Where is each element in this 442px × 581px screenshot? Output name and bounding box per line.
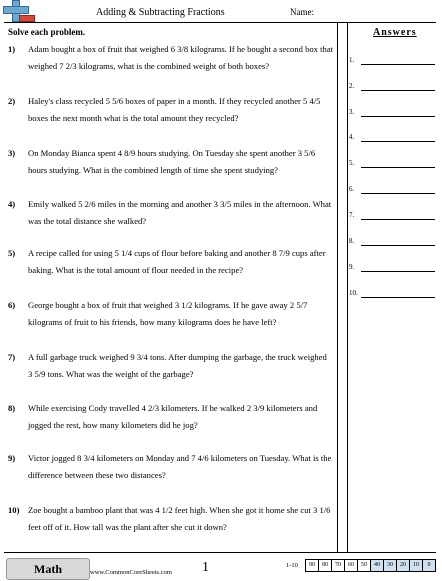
- answer-label: 2.: [349, 82, 355, 90]
- problem-9: [8, 450, 333, 484]
- problem-number: 9): [8, 453, 16, 463]
- problem-4: [8, 196, 333, 230]
- problem-number: 5): [8, 248, 16, 258]
- problem-text: A recipe called for using 5 1/4 cups of flour before baking and another 8 7/9 cups after baking. What is the total amount of flour needed in the recipe?: [28, 248, 326, 275]
- problem-number: 3): [8, 148, 16, 158]
- score-cell: 60: [344, 559, 358, 572]
- answers-heading: Answers: [373, 27, 417, 38]
- score-cell: 10: [409, 559, 423, 572]
- answer-slot-10[interactable]: [349, 289, 358, 297]
- answer-slot-4[interactable]: [349, 133, 354, 141]
- problem-number: 4): [8, 199, 16, 209]
- name-label: Name:: [290, 7, 314, 17]
- answer-slot-2[interactable]: [349, 82, 354, 90]
- answer-column-divider: [337, 23, 348, 552]
- answer-slot-9[interactable]: [349, 263, 354, 271]
- logo-minus: [19, 15, 35, 22]
- problem-text: On Monday Bianca spent 4 8/9 hours studying. On Tuesday she spent another 3 5/6 hours studying. What is the combined length of time she spent studying?: [28, 148, 316, 175]
- page-number: 1: [202, 560, 209, 575]
- problem-6: [8, 297, 333, 331]
- answer-label: 1.: [349, 56, 355, 64]
- problem-number: 7): [8, 352, 16, 362]
- problem-text: Adam bought a box of fruit that weighed 6 3/8 kilograms. If he bought a second box that weighed 7 2/3 kilograms, what is the combined weight of both boxes?: [28, 44, 334, 71]
- problem-number: 10): [8, 505, 20, 515]
- problem-text: Emily walked 5 2/6 miles in the morning and another 3 3/5 miles in the afternoon. What was the total distance she walked?: [28, 199, 332, 226]
- problem-text: A full garbage truck weighed 9 3/4 tons. After dumping the garbage, the truck weighed 3 5/9 tons. What was the weight of the garbage?: [28, 352, 327, 379]
- answer-line[interactable]: [361, 245, 435, 246]
- answer-slot-3[interactable]: [349, 108, 354, 116]
- answer-label: 5.: [349, 159, 355, 167]
- score-cell: 30: [383, 559, 397, 572]
- answer-line[interactable]: [361, 90, 435, 91]
- answer-slot-6[interactable]: [349, 185, 354, 193]
- answer-line[interactable]: [361, 297, 435, 298]
- answer-label: 4.: [349, 133, 355, 141]
- worksheet-title: Adding & Subtracting Fractions: [96, 7, 225, 18]
- answer-label: 6.: [349, 185, 355, 193]
- answer-label: 7.: [349, 211, 355, 219]
- problem-number: 6): [8, 300, 16, 310]
- score-cell: 70: [331, 559, 345, 572]
- answer-line[interactable]: [361, 64, 435, 65]
- answer-slot-8[interactable]: [349, 237, 354, 245]
- problem-text: While exercising Cody travelled 4 2/3 kilometers. If he walked 2 3/9 kilometers and jogged the rest, how many kilometers did he jog?: [28, 403, 318, 430]
- answer-line[interactable]: [361, 116, 435, 117]
- problem-8: [8, 400, 333, 434]
- problem-10: [8, 502, 333, 536]
- problem-text: Victor jogged 8 3/4 kilometers on Monday and 7 4/6 kilometers on Tuesday. What is the difference between these two distances?: [28, 453, 332, 480]
- problem-5: [8, 245, 333, 279]
- answer-label: 8.: [349, 237, 355, 245]
- logo-plus-horizontal: [3, 6, 29, 14]
- site-url[interactable]: www.CommonCoreSheets.com: [90, 569, 172, 576]
- answer-label: 10.: [349, 289, 358, 297]
- answer-slot-1[interactable]: [349, 56, 354, 64]
- problem-number: 1): [8, 44, 16, 54]
- answer-slot-5[interactable]: [349, 159, 354, 167]
- answer-label: 3.: [349, 108, 355, 116]
- problem-number: 8): [8, 403, 16, 413]
- math-badge: Math: [6, 558, 90, 580]
- problem-text: Zoe bought a bamboo plant that was 4 1/2 feet high. When she got it home she cut 3 1/6 feet off of it. How tall was the plant after she cut it down?: [28, 505, 331, 532]
- score-cell: 20: [396, 559, 410, 572]
- score-cell: 90: [305, 559, 319, 572]
- problem-2: [8, 93, 333, 127]
- answer-line[interactable]: [361, 271, 435, 272]
- score-table: [306, 559, 436, 572]
- score-cell: 80: [318, 559, 332, 572]
- problem-7: [8, 349, 333, 383]
- score-cell: 40: [370, 559, 384, 572]
- answer-line[interactable]: [361, 141, 435, 142]
- answer-line[interactable]: [361, 167, 435, 168]
- score-range-label: 1-10: [286, 562, 298, 569]
- problem-number: 2): [8, 96, 16, 106]
- score-cell: 0: [422, 559, 436, 572]
- header-divider: [4, 22, 436, 23]
- problem-text: George bought a box of fruit that weighed 3 1/2 kilograms. If he gave away 2 5/7 kilograms of fruit to his friends, how many kilograms does he have left?: [28, 300, 308, 327]
- problem-text: Haley's class recycled 5 5/6 boxes of paper in a month. If they recycled another 5 4/5 boxes the next month what is the total amount they recycled?: [28, 96, 321, 123]
- answer-label: 9.: [349, 263, 355, 271]
- problem-3: [8, 145, 333, 179]
- score-cell: 50: [357, 559, 371, 572]
- answer-line[interactable]: [361, 193, 435, 194]
- answer-line[interactable]: [361, 219, 435, 220]
- answer-slot-7[interactable]: [349, 211, 354, 219]
- footer-divider: [4, 552, 436, 553]
- problem-1: [8, 41, 333, 75]
- instructions: Solve each problem.: [8, 27, 86, 37]
